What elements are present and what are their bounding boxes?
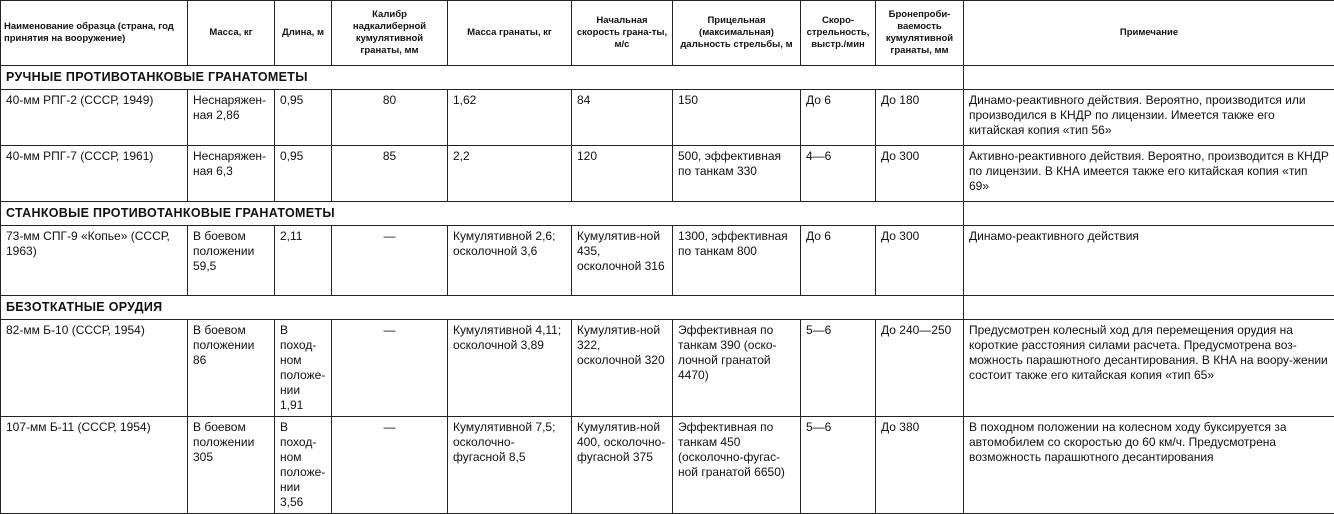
cell-length: В поход-ном положе-нии 1,91 xyxy=(275,320,332,417)
cell-rate: До 6 xyxy=(801,90,876,146)
table-row xyxy=(1,90,1334,146)
section-title: РУЧНЫЕ ПРОТИВОТАНКОВЫЕ ГРАНАТОМЕТЫ xyxy=(1,66,964,90)
header-length: Длина, м xyxy=(275,1,332,66)
section-row xyxy=(1,66,1334,90)
cell-penetration: До 300 xyxy=(876,226,964,296)
cell-note: Динамо-реактивного действия xyxy=(964,226,1334,296)
cell-note: В походном положении на колесном ходу буксируется за автомобилем со скоростью до 60 км/ч. Предусмотрена возможность парашютного десантирования xyxy=(964,417,1334,514)
cell-mass: В боевом положении 86 xyxy=(188,320,275,417)
section-note-cell xyxy=(964,202,1334,226)
table-row xyxy=(1,146,1334,202)
cell-velocity: Кумулятив-ной 322, осколочной 320 xyxy=(572,320,673,417)
table-row xyxy=(1,320,1334,417)
header-rate: Скоро-стрельность, выстр./мин xyxy=(801,1,876,66)
cell-caliber: 80 xyxy=(332,90,448,146)
section-note-cell xyxy=(964,66,1334,90)
header-range: Прицельная (максимальная) дальность стрельбы, м xyxy=(673,1,801,66)
cell-grenade-mass: Кумулятивной 7,5; осколочно-фугасной 8,5 xyxy=(448,417,572,514)
cell-mass: В боевом положении 305 xyxy=(188,417,275,514)
header-penetration: Бронепроби-ваемость кумулятивной гранаты, мм xyxy=(876,1,964,66)
cell-length: В поход-ном положе-нии 3,56 xyxy=(275,417,332,514)
cell-note: Предусмотрен колесный ход для перемещения орудия на короткие расстояния силами расчета. Предусмотрена воз-можность парашютного десантирования. В КНА на воору-жении состоит также его китайская копия «тип 65» xyxy=(964,320,1334,417)
cell-penetration: До 240—250 xyxy=(876,320,964,417)
header-grenade-mass: Масса гранаты, кг xyxy=(448,1,572,66)
header-note: Примечание xyxy=(964,1,1334,66)
cell-name: 40-мм РПГ-2 (СССР, 1949) xyxy=(1,90,188,146)
cell-length: 2,11 xyxy=(275,226,332,296)
cell-penetration: До 380 xyxy=(876,417,964,514)
cell-name: 107-мм Б-11 (СССР, 1954) xyxy=(1,417,188,514)
header-velocity: Начальная скорость грана-ты, м/с xyxy=(572,1,673,66)
section-title: БЕЗОТКАТНЫЕ ОРУДИЯ xyxy=(1,296,964,320)
cell-rate: 5—6 xyxy=(801,417,876,514)
header-name: Наименование образца (страна, год принятия на вооружение) xyxy=(1,1,188,66)
header-row xyxy=(1,1,1334,66)
cell-range: 150 xyxy=(673,90,801,146)
cell-grenade-mass: Кумулятивной 2,6; осколочной 3,6 xyxy=(448,226,572,296)
cell-grenade-mass: 2,2 xyxy=(448,146,572,202)
cell-velocity: Кумулятив-ной 400, осколочно-фугасной 375 xyxy=(572,417,673,514)
cell-rate: До 6 xyxy=(801,226,876,296)
cell-range: 500, эффективная по танкам 330 xyxy=(673,146,801,202)
cell-range: 1300, эффективная по танкам 800 xyxy=(673,226,801,296)
cell-name: 40-мм РПГ-7 (СССР, 1961) xyxy=(1,146,188,202)
cell-length: 0,95 xyxy=(275,146,332,202)
cell-grenade-mass: Кумулятивной 4,11; осколочной 3,89 xyxy=(448,320,572,417)
cell-mass: В боевом положении 59,5 xyxy=(188,226,275,296)
cell-velocity: 120 xyxy=(572,146,673,202)
cell-caliber: — xyxy=(332,417,448,514)
header-mass: Масса, кг xyxy=(188,1,275,66)
cell-range: Эффективная по танкам 390 (оско-лочной гранатой 4470) xyxy=(673,320,801,417)
header-caliber: Калибр надкалиберной кумулятивной гранаты, мм xyxy=(332,1,448,66)
cell-rate: 4—6 xyxy=(801,146,876,202)
cell-note: Динамо-реактивного действия. Вероятно, производится или производился в КНДР по лицензии. Имеется также его китайская копия «тип 56» xyxy=(964,90,1334,146)
cell-penetration: До 180 xyxy=(876,90,964,146)
cell-note: Активно-реактивного действия. Вероятно, производится в КНДР по лицензии. В КНА имеется также его китайская копия «тип 69» xyxy=(964,146,1334,202)
cell-mass: Неснаряжен-ная 2,86 xyxy=(188,90,275,146)
cell-grenade-mass: 1,62 xyxy=(448,90,572,146)
section-row xyxy=(1,202,1334,226)
cell-name: 82-мм Б-10 (СССР, 1954) xyxy=(1,320,188,417)
cell-mass: Неснаряжен-ная 6,3 xyxy=(188,146,275,202)
section-note-cell xyxy=(964,296,1334,320)
section-title: СТАНКОВЫЕ ПРОТИВОТАНКОВЫЕ ГРАНАТОМЕТЫ xyxy=(1,202,964,226)
cell-caliber: 85 xyxy=(332,146,448,202)
cell-rate: 5—6 xyxy=(801,320,876,417)
cell-length: 0,95 xyxy=(275,90,332,146)
section-row xyxy=(1,296,1334,320)
cell-penetration: До 300 xyxy=(876,146,964,202)
cell-name: 73-мм СПГ-9 «Копье» (СССР, 1963) xyxy=(1,226,188,296)
table-row xyxy=(1,226,1334,296)
cell-velocity: Кумулятив-ной 435, осколочной 316 xyxy=(572,226,673,296)
table-row xyxy=(1,417,1334,514)
cell-velocity: 84 xyxy=(572,90,673,146)
cell-range: Эффективная по танкам 450 (осколочно-фугас-ной гранатой 6650) xyxy=(673,417,801,514)
cell-caliber: — xyxy=(332,226,448,296)
cell-caliber: — xyxy=(332,320,448,417)
